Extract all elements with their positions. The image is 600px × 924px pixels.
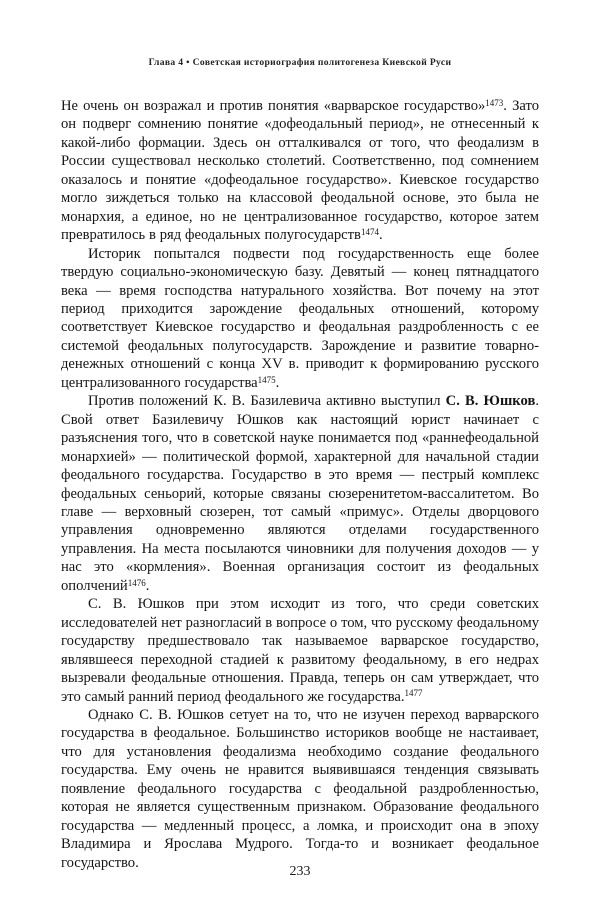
text-run: Историк попытался подвести под государственность еще более твердую социально-экономическую базу. Девятый — конец пятнадцатого века — время господства натурального хозяйства. Вот почему на этот период приходится зарождение феодальных отношений, которому соответствует Киевское государство и феодальная раздробленность с ее системой феодальных полугосударств. Зарождение и развитие товарно-денежных отношений с конца XV в. приводит к формированию русского централизованного государства [61,245,539,391]
paragraph [61,595,539,706]
footnote-ref: 1474 [360,227,379,238]
paragraph [61,706,539,872]
running-header: Глава 4 • Советская историография политогенеза Киевской Руси [148,57,452,68]
emphasized-name: С. В. Юшков [445,393,536,410]
paragraph [61,245,539,393]
text-run: . [378,227,383,244]
text-run: С. В. Юшков при этом исходит из того, что среди советских исследователей нет разногласий в вопросе о том, что русскому феодальному государству предшествовало так называемое варварское государство, являвшееся переходной стадией к развитому феодальному, в его недрах вызревали феодальные отношения. Правда, теперь он сам утверждает, что это самый ранний период феодального же государства. [61,596,539,705]
footnote-ref: 1476 [127,577,146,588]
text-run: . [275,374,280,391]
footnote-ref: 1473 [485,97,504,108]
page-number: 233 [289,864,311,879]
text-run: Против положений К. В. Базилевича активно выступил [88,393,446,410]
paragraph [61,97,539,245]
footnote-ref: 1477 [404,688,423,699]
text-run: Однако С. В. Юшков сетует на то, что не изучен переход варварского государства в феодальное. Большинство историков вообще не настаивает, что для установления феодализма необходимо создание феодального государства. Ему очень не нравится выявившаяся тенденция связывать появление феодального государства с феодальной раздробленностью, которая не является существенным признаком. Образование феодального государства — медленный процесс, а ломка, и происходит она в эпоху Владимира и Ярослава Мудрого. Тогда-то и возникает феодальное государство. [61,706,539,871]
paragraph [61,392,539,595]
footnote-ref: 1475 [257,374,276,385]
text-run: . Свой ответ Базилевичу Юшков как настоящий юрист начинает с разъяснения того, что в советской науке понимается под «раннефеодальной монархией» — политической формой, характерной для начальной стадии феодального государства. Государство в это время — пестрый комплекс феодальных сеньорий, которые связаны сюзеренитетом-вассалитетом. Во главе — верховный сюзерен, тот самый «примус». Отделы дворцового управления одновременно являются отделами государственного управления. На места посылаются чиновники для получения доходов — у нас это «кормления». Военная организация состоит из феодальных ополчений [61,393,539,594]
page-body [61,97,539,872]
text-run: . Зато он подверг сомнению понятие «дофеодальный период», не отнесенный к какой-либо формации. Здесь он отталкивался от того, что феодализм в России существовал несколько столетий. Соответственно, под сомнением оказалось и понятие «дофеодальное государство». Киевское государство могло зиждеться только на классовой феодальной основе, это была не монархия, а единое, но не централизованное государство, которое затем превратилось в ряд феодальных полугосударств [61,98,540,244]
text-run: . [145,577,150,594]
text-run: Не очень он возражал и против понятия «варварское государство» [61,98,486,114]
